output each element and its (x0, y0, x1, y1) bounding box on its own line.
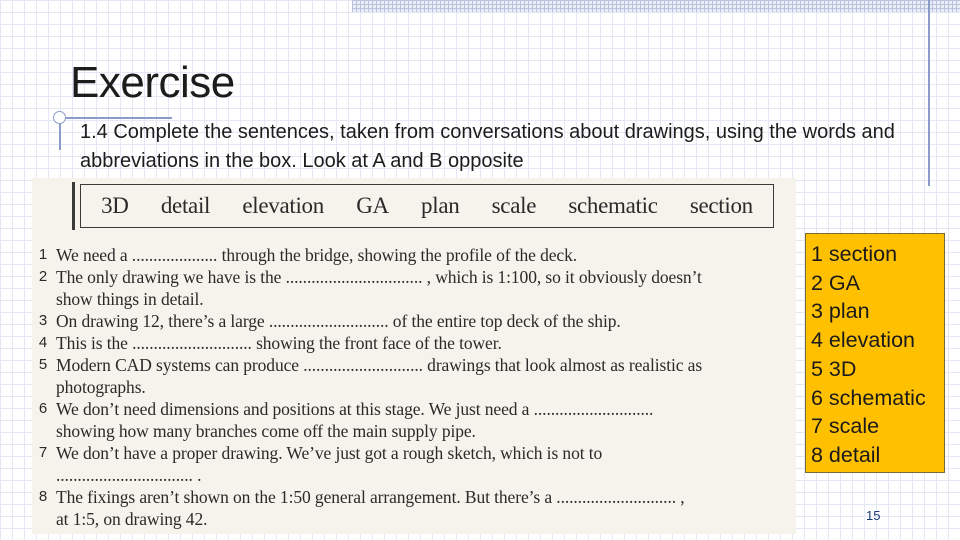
question-number: 5 (38, 356, 48, 373)
answer-item: 2 GA (811, 270, 860, 295)
question-number: 8 (38, 488, 48, 505)
question-text: We need a .................... through the bridge, showing the profile of the deck. (56, 245, 577, 265)
question-text: showing how many branches come off the main supply pipe. (56, 421, 476, 441)
word-box (80, 184, 774, 228)
question-number: 2 (38, 268, 48, 285)
word-box-item: schematic (568, 193, 658, 218)
question-line (32, 508, 796, 530)
question-line (32, 310, 796, 332)
answer-item: 1 section (811, 242, 898, 266)
question-number: 6 (38, 400, 48, 417)
word-box-item: detail (160, 193, 211, 218)
question-text: ................................ . (56, 465, 202, 485)
word-box-item: scale (491, 193, 537, 218)
word-box-item: elevation (242, 193, 324, 218)
question-line (32, 486, 796, 508)
question-text: show things in detail. (56, 289, 204, 309)
word-box-side-bar (72, 182, 75, 230)
word-box-item: plan (421, 193, 460, 218)
answer-item: 4 elevation (811, 328, 915, 353)
question-text: The only drawing we have is the ................................ , which is 1:100, so it obviously doesn’t (56, 267, 702, 287)
question-line (32, 464, 796, 486)
word-box-item: GA (356, 193, 389, 218)
question-text: at 1:5, on drawing 42. (56, 509, 208, 529)
question-number: 1 (38, 246, 48, 263)
textbook-scan (32, 178, 796, 534)
word-box-item: section (689, 193, 753, 218)
question-line (32, 244, 796, 266)
answer-item: 8 detail (811, 442, 881, 467)
question-line (32, 266, 796, 288)
top-decorative-bar (352, 0, 960, 12)
word-box-item: 3D (101, 193, 129, 218)
question-line (32, 442, 796, 464)
question-line (32, 420, 796, 442)
exercise-instructions: 1.4 Complete the sentences, taken from conversations about drawings, using the words and abbreviations in the box. Look at A and B opposite (80, 121, 895, 172)
question-text: We don’t need dimensions and positions at this stage. We just need a ............................ (56, 399, 654, 419)
question-line (32, 354, 796, 376)
page-number: 15 (866, 508, 881, 523)
question-text: We don’t have a proper drawing. We’ve just got a rough sketch, which is not to (56, 443, 603, 463)
slide-title: Exercise (70, 58, 235, 107)
bullet-stem-decoration (59, 124, 61, 150)
question-line (32, 332, 796, 354)
question-text: Modern CAD systems can produce ............................ drawings that look almost as realistic as (56, 355, 703, 375)
question-number: 3 (38, 312, 48, 329)
question-line (32, 398, 796, 420)
question-list (32, 244, 796, 530)
answer-item: 7 scale (811, 414, 880, 439)
question-text: This is the ............................ showing the front face of the tower. (56, 333, 502, 353)
question-text: photographs. (56, 377, 146, 397)
question-line (32, 376, 796, 398)
question-text: The fixings aren’t shown on the 1:50 general arrangement. But there’s a ............................ , (56, 487, 685, 507)
answer-item: 3 plan (811, 299, 870, 324)
answer-key-box (805, 233, 945, 473)
question-number: 4 (38, 334, 48, 351)
question-text: On drawing 12, there’s a large ............................ of the entire top deck of the ship. (56, 311, 621, 331)
question-number: 7 (38, 444, 48, 461)
bullet-circle-decoration (53, 111, 66, 124)
answer-item: 6 schematic (811, 385, 926, 410)
answer-item: 5 3D (811, 356, 857, 381)
question-line (32, 288, 796, 310)
